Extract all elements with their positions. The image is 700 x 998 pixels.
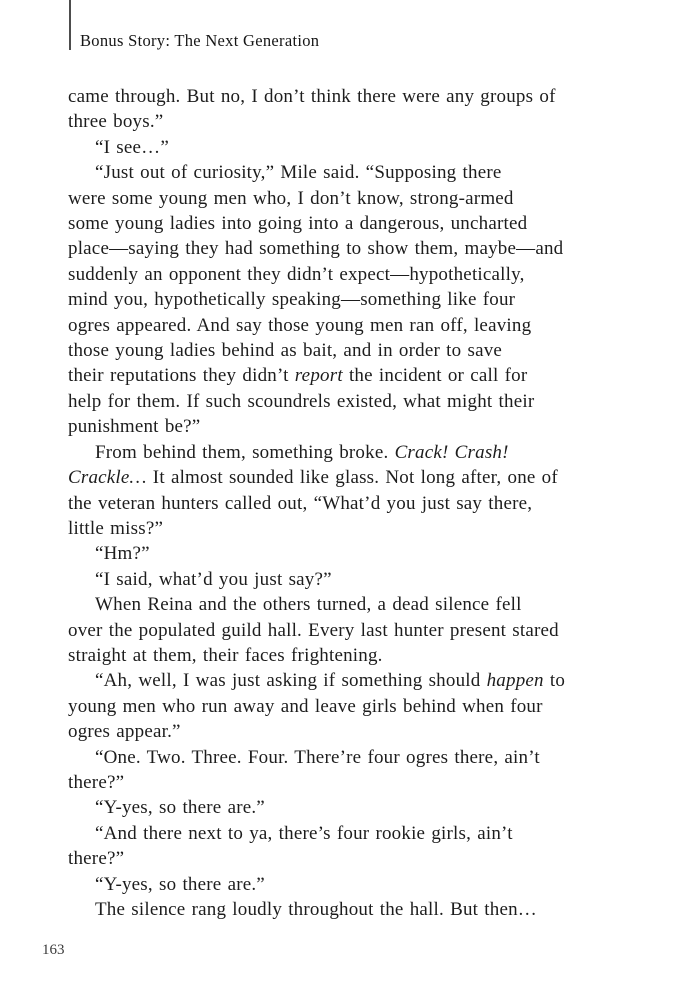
text-line <box>68 236 634 261</box>
text-line <box>68 516 634 541</box>
text-segment: help for them. If such scoundrels existed, what might their <box>68 390 535 412</box>
text-segment: “One. Two. Three. Four. There’re four ogres there, ain’t <box>95 746 540 768</box>
text-line <box>68 592 634 617</box>
text-segment: punishment be?” <box>68 416 201 438</box>
italic-text-segment: Crackle… <box>68 467 147 489</box>
text-line <box>68 541 634 566</box>
page-number: 163 <box>42 942 65 958</box>
text-segment: “Y-yes, so there are.” <box>95 873 265 895</box>
text-segment: there?” <box>68 771 125 793</box>
text-segment: were some young men who, I don’t know, strong-armed <box>68 187 514 209</box>
text-segment: little miss?” <box>68 517 164 539</box>
text-line <box>68 262 634 287</box>
text-segment: ogres appeared. And say those young men ran off, leaving <box>68 314 532 336</box>
text-segment: ogres appear.” <box>68 721 181 743</box>
text-line <box>68 897 634 922</box>
text-segment: “Ah, well, I was just asking if something should <box>95 670 487 692</box>
text-line <box>68 440 634 465</box>
text-segment: mind you, hypothetically speaking—something like four <box>68 289 516 311</box>
text-line <box>68 109 634 134</box>
text-line <box>68 211 634 236</box>
text-line <box>68 719 634 744</box>
text-segment: over the populated guild hall. Every last hunter present stared <box>68 619 559 641</box>
text-segment: three boys.” <box>68 111 164 133</box>
text-line <box>68 135 634 160</box>
text-line <box>68 363 634 388</box>
text-line <box>68 338 634 363</box>
italic-text-segment: report <box>294 365 343 387</box>
text-line <box>68 770 634 795</box>
text-segment: “And there next to ya, there’s four rookie girls, ain’t <box>95 822 513 844</box>
text-line <box>68 465 634 490</box>
text-line <box>68 491 634 516</box>
body-text <box>68 84 634 922</box>
chapter-title: Bonus Story: The Next Generation <box>80 30 320 50</box>
text-segment: “I said, what’d you just say?” <box>95 568 332 590</box>
text-segment: “I see…” <box>95 136 170 158</box>
text-segment: From behind them, something broke. <box>95 441 395 463</box>
text-segment: to <box>543 670 566 692</box>
text-line <box>68 694 634 719</box>
text-line <box>68 84 634 109</box>
text-segment: some young ladies into going into a dangerous, uncharted <box>68 213 528 235</box>
text-line <box>68 846 634 871</box>
text-line <box>68 745 634 770</box>
text-segment: there?” <box>68 848 125 870</box>
text-line <box>68 643 634 668</box>
text-segment: The silence rang loudly throughout the hall. But then… <box>95 899 538 920</box>
italic-text-segment: Crack! Crash! <box>394 441 509 463</box>
text-line <box>68 160 634 185</box>
text-segment: suddenly an opponent they didn’t expect—hypothetically, <box>68 263 525 285</box>
text-segment: the veteran hunters called out, “What’d you just say there, <box>68 492 533 514</box>
italic-text-segment: happen <box>486 670 544 692</box>
text-line <box>68 287 634 312</box>
text-segment: young men who run away and leave girls behind when four <box>68 695 543 717</box>
text-segment: “Just out of curiosity,” Mile said. “Supposing there <box>95 162 502 184</box>
text-line <box>68 186 634 211</box>
text-segment: the incident or call for <box>342 365 528 387</box>
text-segment: “Hm?” <box>95 543 150 565</box>
text-segment: straight at them, their faces frightening. <box>68 644 383 666</box>
text-line <box>68 795 634 820</box>
text-line <box>68 668 634 693</box>
chapter-header <box>69 0 319 50</box>
text-segment: It almost sounded like glass. Not long after, one of <box>146 467 558 489</box>
text-line <box>68 872 634 897</box>
text-line <box>68 567 634 592</box>
text-segment: came through. But no, I don’t think there were any groups of <box>68 86 556 107</box>
text-segment: “Y-yes, so there are.” <box>95 797 265 819</box>
text-line <box>68 313 634 338</box>
text-segment: place—saying they had something to show them, maybe—and <box>68 238 564 260</box>
text-segment: those young ladies behind as bait, and in order to save <box>68 340 503 362</box>
text-line <box>68 821 634 846</box>
text-segment: their reputations they didn’t <box>68 365 295 387</box>
text-line <box>68 618 634 643</box>
text-line <box>68 414 634 439</box>
text-segment: When Reina and the others turned, a dead silence fell <box>95 594 522 616</box>
text-line <box>68 389 634 414</box>
